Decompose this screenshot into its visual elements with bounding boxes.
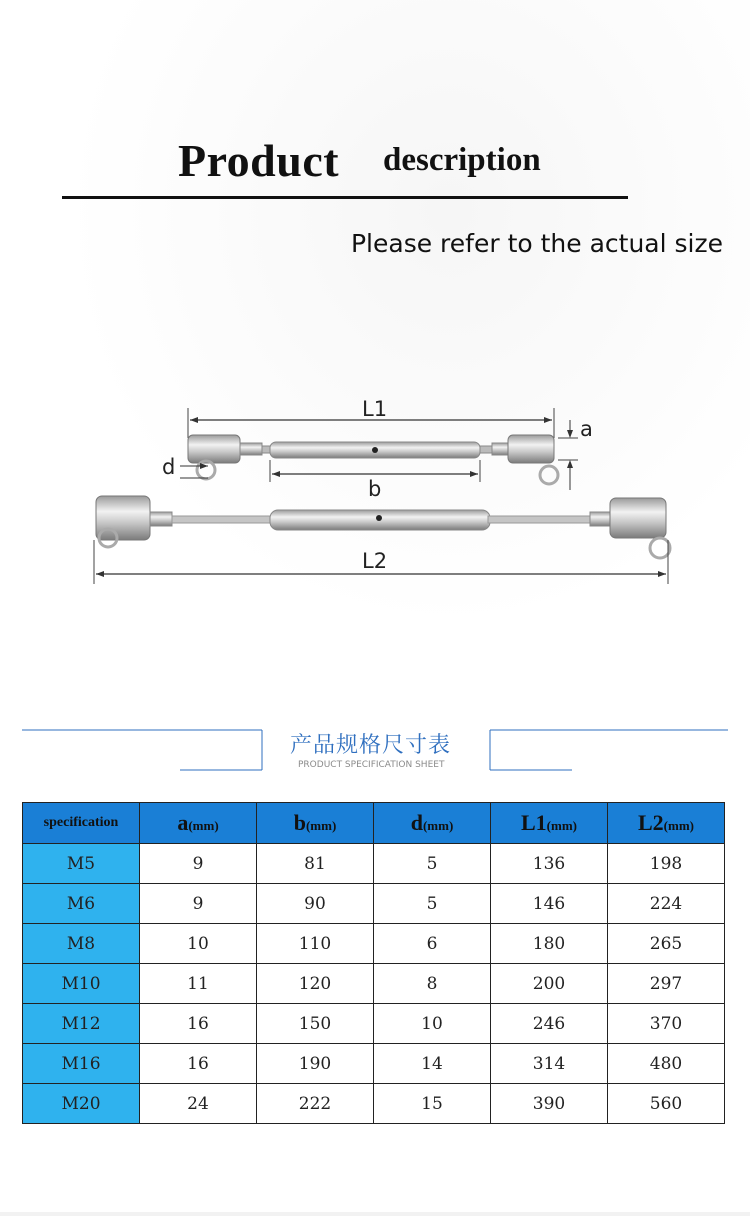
label-a: a xyxy=(580,417,593,441)
page-bottom-edge xyxy=(0,1212,750,1216)
header-l2: L2(mm) xyxy=(608,803,725,844)
header-l1: L1(mm) xyxy=(491,803,608,844)
label-l2: L2 xyxy=(362,549,388,573)
label-d: d xyxy=(162,455,176,479)
cell-a: 24 xyxy=(140,1084,257,1124)
dimension-a xyxy=(558,417,593,490)
cell-l2: 224 xyxy=(608,884,725,924)
label-l1: L1 xyxy=(362,397,388,421)
cell-l2: 560 xyxy=(608,1084,725,1124)
cell-b: 150 xyxy=(257,1004,374,1044)
cell-a: 11 xyxy=(140,964,257,1004)
cell-d: 15 xyxy=(374,1084,491,1124)
turnbuckle-diagram xyxy=(80,380,690,600)
cell-a: 16 xyxy=(140,1044,257,1084)
page-title-product: Product xyxy=(178,135,340,186)
cell-b: 190 xyxy=(257,1044,374,1084)
cell-spec: M12 xyxy=(23,1004,140,1044)
title-underline xyxy=(62,196,628,199)
table-header-row xyxy=(23,803,725,844)
cell-spec: M10 xyxy=(23,964,140,1004)
cell-d: 6 xyxy=(374,924,491,964)
cell-b: 81 xyxy=(257,844,374,884)
cell-l2: 370 xyxy=(608,1004,725,1044)
cell-b: 222 xyxy=(257,1084,374,1124)
table-row xyxy=(23,884,725,924)
sheet-title-cn: 产品规格尺寸表 xyxy=(290,733,452,758)
header-a: a(mm) xyxy=(140,803,257,844)
cell-spec: M16 xyxy=(23,1044,140,1084)
table-row xyxy=(23,924,725,964)
cell-l1: 136 xyxy=(491,844,608,884)
cell-d: 5 xyxy=(374,844,491,884)
cell-d: 10 xyxy=(374,1004,491,1044)
cell-b: 120 xyxy=(257,964,374,1004)
cell-l1: 200 xyxy=(491,964,608,1004)
cell-spec: M8 xyxy=(23,924,140,964)
dimension-b xyxy=(270,460,480,501)
cell-a: 9 xyxy=(140,844,257,884)
table-row xyxy=(23,1084,725,1124)
cell-spec: M20 xyxy=(23,1084,140,1124)
cell-spec: M5 xyxy=(23,844,140,884)
table-row xyxy=(23,1044,725,1084)
table-row xyxy=(23,1004,725,1044)
cell-l1: 246 xyxy=(491,1004,608,1044)
cell-d: 5 xyxy=(374,884,491,924)
cell-l1: 146 xyxy=(491,884,608,924)
cell-l1: 390 xyxy=(491,1084,608,1124)
header-d: d(mm) xyxy=(374,803,491,844)
size-note: Please refer to the actual size xyxy=(350,229,723,258)
cell-a: 16 xyxy=(140,1004,257,1044)
dimension-l1 xyxy=(188,397,554,438)
dimension-l2 xyxy=(94,540,668,584)
page-title-description: description xyxy=(383,142,541,178)
cell-a: 9 xyxy=(140,884,257,924)
cell-b: 90 xyxy=(257,884,374,924)
cell-l2: 297 xyxy=(608,964,725,1004)
cell-spec: M6 xyxy=(23,884,140,924)
cell-l2: 265 xyxy=(608,924,725,964)
cell-l2: 480 xyxy=(608,1044,725,1084)
cell-l1: 314 xyxy=(491,1044,608,1084)
sheet-title-en: PRODUCT SPECIFICATION SHEET xyxy=(298,760,445,770)
table-row xyxy=(23,844,725,884)
cell-b: 110 xyxy=(257,924,374,964)
cell-d: 14 xyxy=(374,1044,491,1084)
cell-d: 8 xyxy=(374,964,491,1004)
cell-l2: 198 xyxy=(608,844,725,884)
label-b: b xyxy=(368,477,382,501)
header-specification: specification xyxy=(23,803,140,844)
header-b: b(mm) xyxy=(257,803,374,844)
spec-table xyxy=(22,802,725,1124)
cell-a: 10 xyxy=(140,924,257,964)
table-row xyxy=(23,964,725,1004)
cell-l1: 180 xyxy=(491,924,608,964)
